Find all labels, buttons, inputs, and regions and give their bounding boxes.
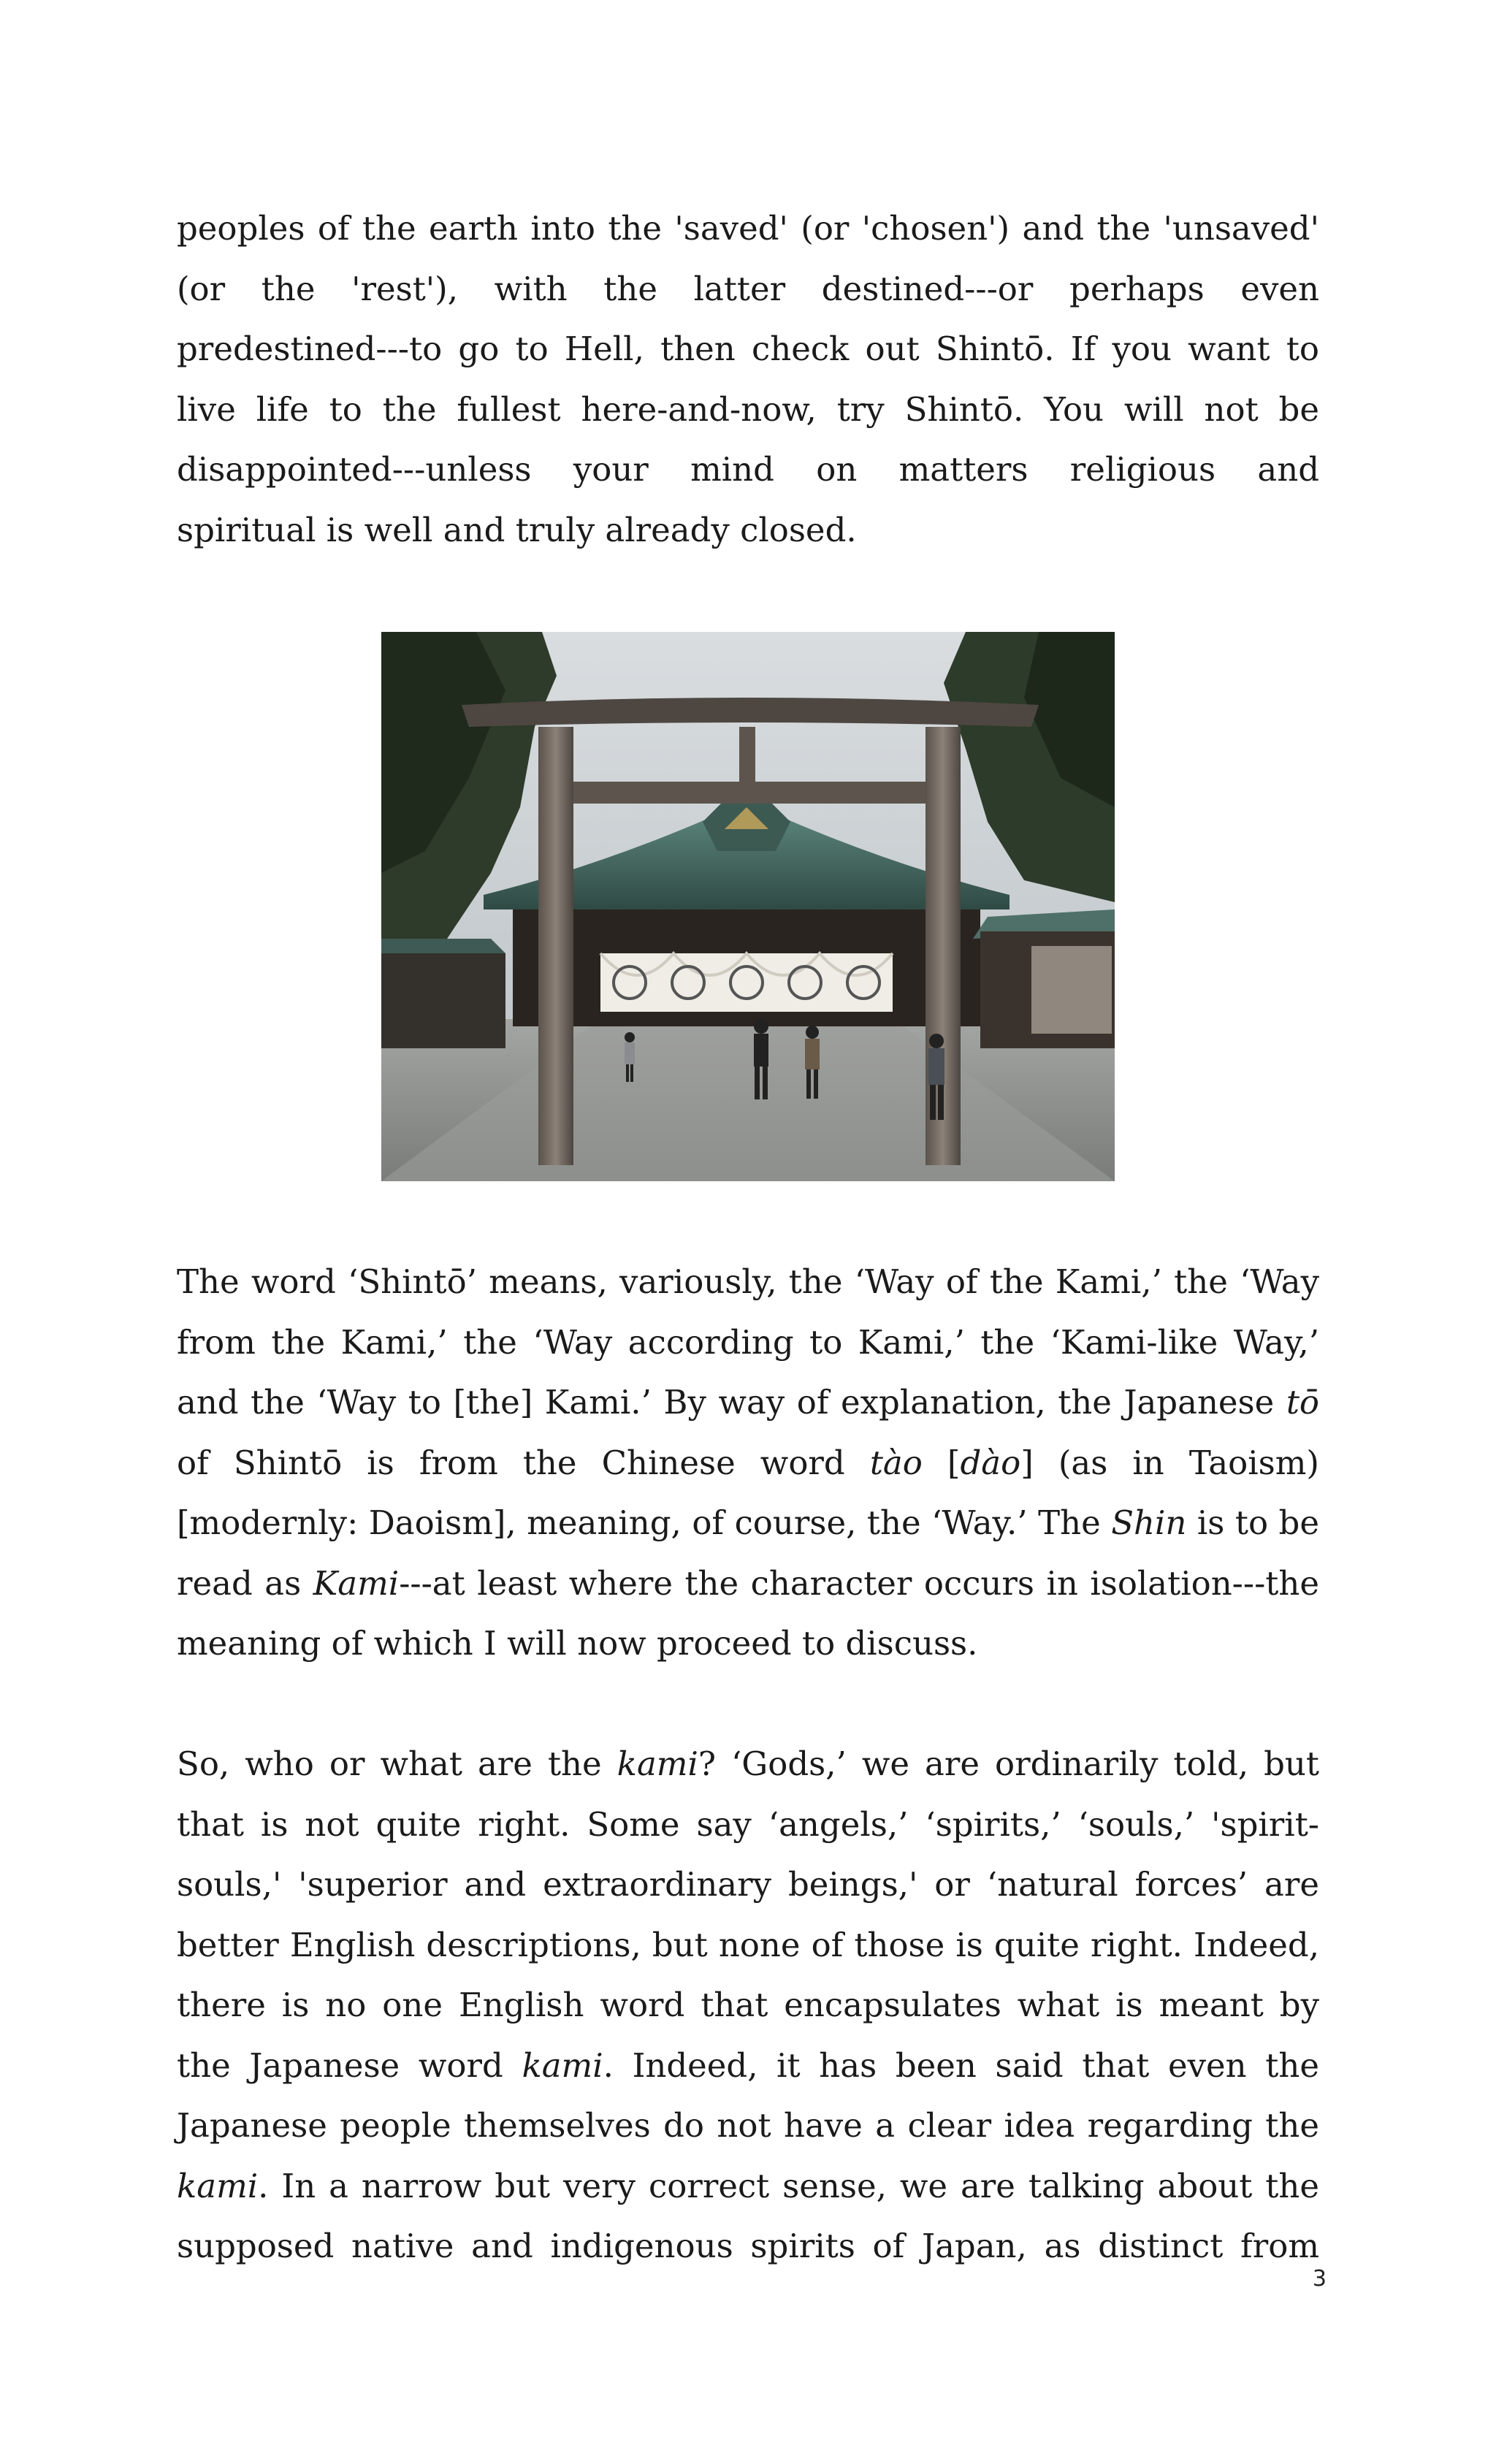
text-run: ? ‘Gods,’ we are ordinarily told, but xyxy=(698,1744,1319,1783)
text-run: So, who or what are the xyxy=(177,1744,617,1783)
paragraph-line xyxy=(177,2156,1319,2217)
italic-term: tō xyxy=(1286,1383,1319,1422)
text-run: . In a narrow but very correct sense, we are talking about the xyxy=(258,2166,1319,2205)
paragraph-line xyxy=(177,1554,1319,1614)
italic-term: kami xyxy=(177,2166,259,2205)
italic-term: dào xyxy=(960,1443,1021,1482)
paragraph-line xyxy=(177,1433,1319,1494)
text-run: . Indeed, it has been said that even the xyxy=(603,2045,1319,2085)
paragraph-line: supposed native and indigenous spirits of Japan, as distinct from xyxy=(177,2227,1319,2265)
paragraph-line: there is no one English word that encapsulates what is meant by xyxy=(177,1986,1319,2024)
text-run: is to be xyxy=(1186,1503,1319,1542)
paragraph-line: souls,' 'superior and extraordinary beings,' or ‘natural forces’ are xyxy=(177,1865,1319,1904)
paragraph-2 xyxy=(177,1252,1319,1674)
text-run: ---at least where the character occurs in isolation---the xyxy=(399,1563,1319,1603)
italic-term: Kami xyxy=(313,1563,400,1603)
shrine-photo xyxy=(381,632,1115,1181)
italic-term: kami xyxy=(617,1744,698,1783)
text-run: and the ‘Way to [the] Kami.’ By way of explanation, the Japanese xyxy=(177,1383,1286,1422)
paragraph-line: peoples of the earth into the 'saved' (or 'chosen') and the 'unsaved' xyxy=(177,209,1319,248)
paragraph-line: spiritual is well and truly already closed. xyxy=(177,510,857,549)
text-run: [modernly: Daoism], meaning, of course, the ‘Way.’ The xyxy=(177,1503,1112,1542)
paragraph-line: that is not quite right. Some say ‘angels,’ ‘spirits,’ ‘souls,’ 'spirit- xyxy=(177,1804,1319,1844)
paragraph-line: The word ‘Shintō’ means, variously, the ‘Way of the Kami,’ the ‘Way xyxy=(177,1262,1319,1301)
text-run: ] (as in Taoism) xyxy=(1020,1443,1319,1482)
paragraph-line xyxy=(177,1373,1319,1433)
paragraph-1 xyxy=(177,199,1319,560)
text-run: of Shintō is from the Chinese word xyxy=(177,1443,870,1482)
paragraph-line: predestined---to go to Hell, then check out Shintō. If you want to xyxy=(177,329,1319,368)
paragraph-line: Japanese people themselves do not have a clear idea regarding the xyxy=(177,2106,1319,2145)
paragraph-line: disappointed---unless your mind on matters religious and xyxy=(177,450,1319,489)
paragraph-line xyxy=(177,2036,1319,2097)
italic-term: kami xyxy=(522,2045,603,2085)
paragraph-line: meaning of which I will now proceed to discuss. xyxy=(177,1624,978,1663)
page-number: 3 xyxy=(1312,2266,1327,2292)
paragraph-3 xyxy=(177,1734,1319,2277)
paragraph-line: better English descriptions, but none of those is quite right. Indeed, xyxy=(177,1925,1319,1964)
paragraph-line: (or the 'rest'), with the latter destined---or perhaps even xyxy=(177,269,1319,308)
text-run: read as xyxy=(177,1563,313,1603)
italic-term: Shin xyxy=(1111,1503,1187,1542)
paragraph-line xyxy=(177,1493,1319,1554)
text-run: [ xyxy=(922,1443,961,1482)
paragraph-line xyxy=(177,1734,1319,1795)
text-run: the Japanese word xyxy=(177,2045,522,2085)
paragraph-line: from the Kami,’ the ‘Way according to Kami,’ the ‘Kami-like Way,’ xyxy=(177,1322,1319,1362)
italic-term: tào xyxy=(869,1443,923,1482)
paragraph-line: live life to the fullest here-and-now, try Shintō. You will not be xyxy=(177,389,1319,429)
